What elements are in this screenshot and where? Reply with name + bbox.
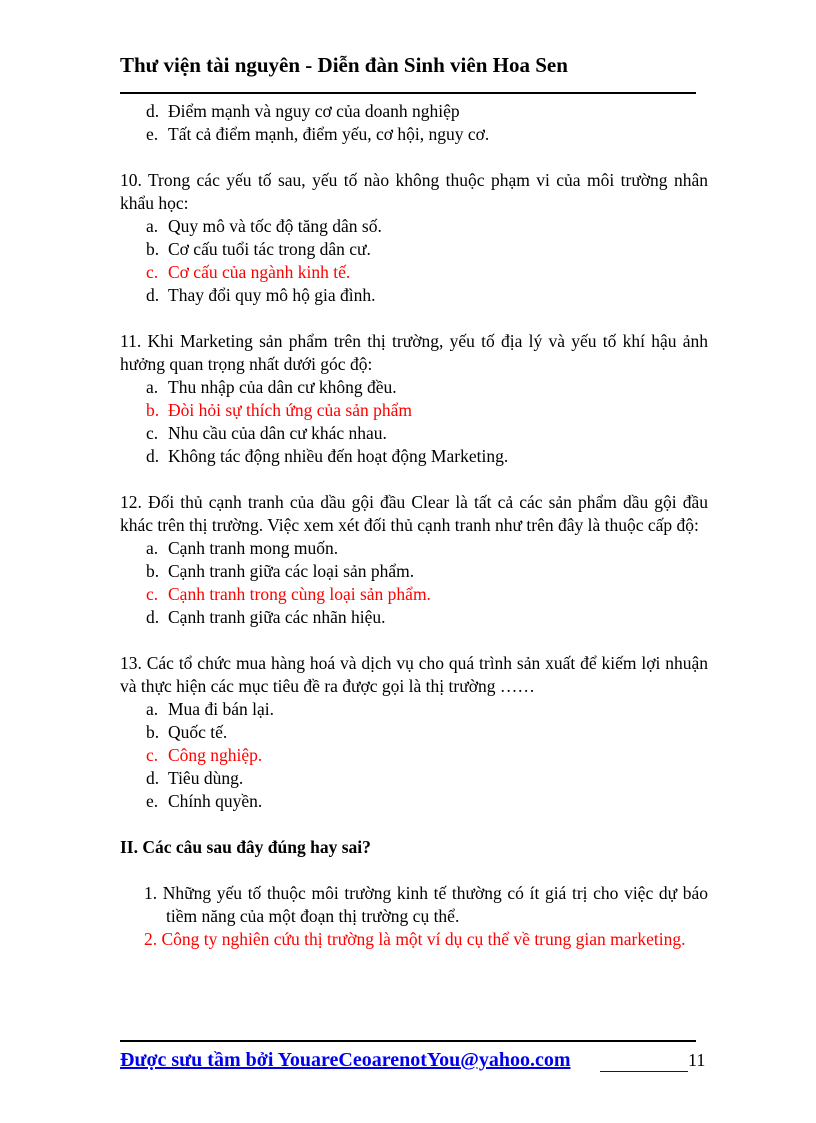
true-false-item: 1. Những yếu tố thuộc môi trường kinh tế thường có ít giá trị cho việc dự báo tiềm năng của một đoạn thị trường cụ thể.: [144, 883, 708, 926]
option-item: e. Tất cả điểm mạnh, điểm yếu, cơ hội, nguy cơ.: [146, 124, 490, 144]
option-item: a. Cạnh tranh mong muốn.: [146, 538, 339, 558]
section-title: II. Các câu sau đây đúng hay sai?: [120, 837, 371, 857]
answer-option: c. Cạnh tranh trong cùng loại sản phẩm.: [146, 584, 431, 604]
question-10: 10. Trong các yếu tố sau, yếu tố nào không thuộc phạm vi của môi trường nhân khẩu học:: [120, 170, 708, 213]
footer-credit-link[interactable]: Được sưu tầm bởi YouareCeoarenotYou@yahoo.com: [120, 1049, 571, 1071]
option-item: b. Cạnh tranh giữa các loại sản phẩm.: [146, 561, 415, 581]
option-item: b. Quốc tế.: [146, 722, 228, 742]
header-title: Thư viện tài nguyên - Diễn đàn Sinh viên Hoa Sen: [120, 53, 568, 77]
option-item: d. Cạnh tranh giữa các nhãn hiệu.: [146, 607, 386, 627]
answer-option: c. Công nghiệp.: [146, 745, 263, 765]
answer-option: b. Đòi hỏi sự thích ứng của sản phẩm: [146, 400, 413, 420]
question-11: 11. Khi Marketing sản phẩm trên thị trường, yếu tố địa lý và yếu tố khí hậu ảnh hưởng quan trọng nhất dưới góc độ:: [120, 331, 708, 374]
answer-option: c. Cơ cấu của ngành kinh tế.: [146, 262, 351, 282]
page-content: [120, 100, 708, 951]
option-item: a. Thu nhập của dân cư không đều.: [146, 377, 397, 397]
footer-underline: [600, 1071, 688, 1072]
option-item: d. Điểm mạnh và nguy cơ của doanh nghiệp: [146, 101, 460, 121]
option-item: b. Cơ cấu tuổi tác trong dân cư.: [146, 239, 371, 259]
header-rule: [120, 92, 696, 94]
option-item: d. Thay đổi quy mô hộ gia đình.: [146, 285, 376, 305]
option-item: a. Quy mô và tốc độ tăng dân số.: [146, 216, 382, 236]
option-item: d. Tiêu dùng.: [146, 768, 244, 788]
question-13: 13. Các tổ chức mua hàng hoá và dịch vụ cho quá trình sản xuất để kiếm lợi nhuận và thực hiện các mục tiêu đề ra được gọi là thị trường ……: [120, 653, 708, 696]
true-false-item: 2. Công ty nghiên cứu thị trường là một ví dụ cụ thể về trung gian marketing.: [144, 929, 686, 949]
question-12: 12. Đối thủ cạnh tranh của dầu gội đầu Clear là tất cả các sản phẩm dầu gội đầu khác trên thị trường. Việc xem xét đối thủ cạnh tranh như trên đây là thuộc cấp độ:: [120, 492, 708, 535]
page-number: 11: [688, 1050, 706, 1070]
option-item: c. Nhu cầu của dân cư khác nhau.: [146, 423, 387, 443]
option-item: e. Chính quyền.: [146, 791, 263, 811]
option-item: d. Không tác động nhiều đến hoạt động Marketing.: [146, 446, 509, 466]
footer-rule: [120, 1040, 696, 1042]
option-item: a. Mua đi bán lại.: [146, 699, 274, 719]
